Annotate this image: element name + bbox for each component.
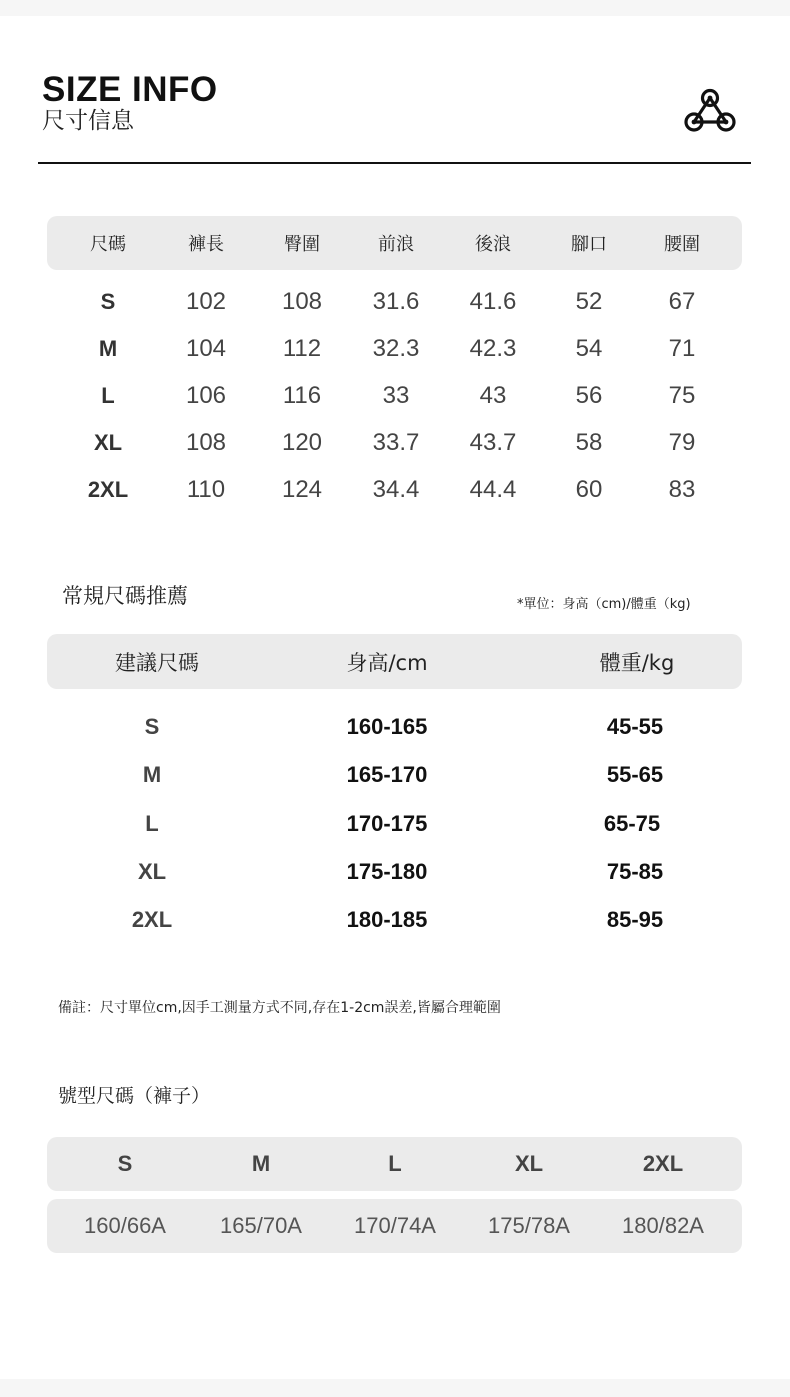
title-chinese: 尺寸信息 [42, 108, 134, 134]
recommendation-title: 常規尺碼推薦 [62, 584, 188, 608]
cell: 112 [282, 335, 322, 362]
cell: 108 [281, 288, 323, 315]
size-label: 2XL [642, 1151, 684, 1176]
cell: 110 [186, 476, 226, 503]
col-weight: 體重/kg [599, 650, 675, 675]
size-table-header [47, 216, 742, 270]
webhook-triangle-icon [682, 86, 738, 134]
cell-size: M [142, 762, 162, 787]
cell-size: M [98, 336, 118, 361]
table-row [47, 282, 742, 322]
cell-size: XL [137, 859, 167, 884]
cell-height: 165-170 [346, 762, 428, 787]
cell: 108 [185, 429, 227, 456]
table-row [47, 329, 742, 369]
cell: 33 [382, 382, 410, 409]
cell: 32.3 [372, 335, 420, 362]
cell-size: S [100, 289, 116, 314]
cell: 75 [668, 382, 696, 409]
cell-weight: 65-75 [603, 811, 661, 836]
cell: 71 [668, 335, 696, 362]
cell-size: XL [93, 430, 123, 455]
cell: 83 [668, 476, 696, 503]
size-label: XL [514, 1151, 544, 1176]
cell: 120 [281, 429, 323, 456]
unit-note: *單位：身高（cm)/體重（kg) [517, 597, 691, 612]
table-row [47, 802, 742, 846]
table-row [47, 470, 742, 510]
size-code: 165/70A [220, 1213, 302, 1238]
cell-size: 2XL [87, 477, 129, 502]
cell: 33.7 [372, 429, 420, 456]
cell: 43 [479, 382, 507, 409]
size-code: 160/66A [84, 1213, 166, 1238]
cell: 67 [668, 288, 696, 315]
recommendation-header [47, 634, 742, 689]
measurement-remark: 備註：尺寸單位cm,因手工測量方式不同,存在1-2cm誤差,皆屬合理範圍 [58, 1000, 501, 1016]
table-row [47, 705, 742, 749]
table-row [47, 376, 742, 416]
cell-size: S [144, 714, 160, 739]
size-label: S [117, 1151, 133, 1176]
cell: 102 [185, 288, 227, 315]
col-waist: 腰圍 [664, 234, 700, 255]
cell-weight: 55-65 [606, 762, 664, 787]
cell-weight: 75-85 [606, 859, 664, 884]
col-hip: 臀圍 [284, 234, 320, 255]
cell-height: 175-180 [346, 859, 428, 884]
cell: 104 [185, 335, 227, 362]
size-code: 180/82A [622, 1213, 704, 1238]
table-row [47, 898, 742, 942]
cell: 34.4 [372, 476, 420, 503]
model-size-codes [47, 1199, 742, 1253]
cell-weight: 45-55 [606, 714, 664, 739]
col-back-rise: 後浪 [475, 234, 511, 255]
col-height: 身高/cm [346, 650, 428, 675]
bottom-band [0, 1379, 790, 1397]
col-leg-opening: 腳口 [571, 234, 607, 255]
cell-height: 170-175 [346, 811, 428, 836]
header-divider [38, 162, 751, 164]
cell: 58 [575, 429, 603, 456]
size-code: 170/74A [354, 1213, 436, 1238]
size-code: 175/78A [488, 1213, 570, 1238]
cell: 56 [575, 382, 603, 409]
table-row [47, 850, 742, 894]
model-size-title: 號型尺碼（褲子） [58, 1085, 211, 1107]
col-size: 尺碼 [90, 234, 126, 255]
col-pant-length: 褲長 [188, 234, 224, 255]
table-row [47, 753, 742, 797]
cell: 54 [575, 335, 603, 362]
cell-size: L [101, 383, 115, 408]
table-row [47, 423, 742, 463]
cell: 116 [282, 382, 322, 409]
col-front-rise: 前浪 [378, 234, 414, 255]
col-suggested-size: 建議尺碼 [115, 650, 199, 675]
size-label: M [251, 1151, 271, 1176]
size-label: L [388, 1151, 402, 1176]
model-size-header [47, 1137, 742, 1191]
cell-size: 2XL [131, 907, 173, 932]
cell: 52 [575, 288, 603, 315]
cell-size: L [145, 811, 159, 836]
cell-height: 180-185 [346, 907, 428, 932]
cell: 60 [575, 476, 603, 503]
cell: 79 [668, 429, 696, 456]
cell-weight: 85-95 [606, 907, 664, 932]
cell: 106 [185, 382, 227, 409]
cell-height: 160-165 [346, 714, 428, 739]
cell: 41.6 [469, 288, 517, 315]
cell: 42.3 [469, 335, 517, 362]
top-band [0, 0, 790, 16]
cell: 124 [281, 476, 323, 503]
cell: 43.7 [469, 429, 517, 456]
cell: 31.6 [372, 288, 420, 315]
title-english: SIZE INFO [42, 70, 218, 109]
cell: 44.4 [469, 476, 517, 503]
